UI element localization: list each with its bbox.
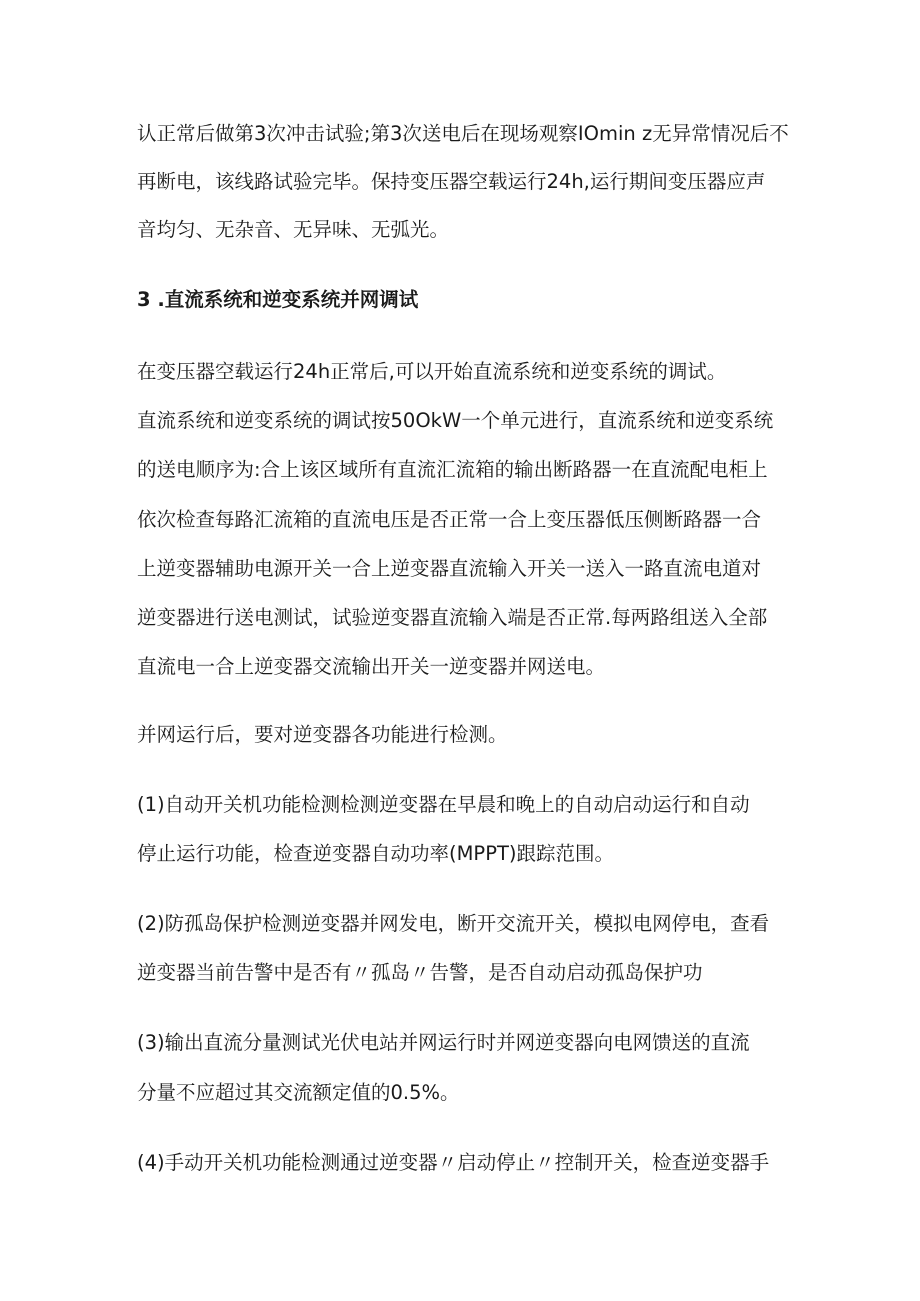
paragraph-line: 再断电，该线路试验完毕。保持变压器空载运行24h,运行期间变压器应声 — [137, 170, 766, 193]
paragraph-line: 认正常后做第3次冲击试验;第3次送电后在现场观察IOmin z无异常情况后不 — [137, 122, 789, 145]
paragraph-line: 上逆变器辅助电源开关一合上逆变器直流输入开关一送入一路直流电道对 — [137, 557, 762, 580]
paragraph-line: 在变压器空载运行24h正常后,可以开始直流系统和逆变系统的调试。 — [137, 360, 727, 383]
paragraph-line: 直流系统和逆变系统的调试按50OkW一个单元进行，直流系统和逆变系统 — [137, 409, 774, 432]
paragraph-line: 直流电一合上逆变器交流输出开关一逆变器并网送电。 — [137, 655, 606, 678]
list-item-line: 停止运行功能，检查逆变器自动功率(MPPT)跟踪范围。 — [137, 842, 614, 865]
list-item-line: (3)输出直流分量测试光伏电站并网运行时并网逆变器向电网馈送的直流 — [137, 1031, 750, 1054]
list-item-line: 逆变器当前告警中是否有〃孤岛〃告警，是否自动启动孤岛保护功 — [137, 961, 703, 984]
paragraph-line: 的送电顺序为:合上该区域所有直流汇流箱的输出断路器一在直流配电柜上 — [137, 458, 768, 481]
list-item-line: (1)自动开关机功能检测检测逆变器在早晨和晚上的自动启动运行和自动 — [137, 793, 750, 816]
list-item-line: (4)手动开关机功能检测通过逆变器〃启动停止〃控制开关，检查逆变器手 — [137, 1151, 770, 1174]
list-item-line: (2)防孤岛保护检测逆变器并网发电，断开交流开关，模拟电网停电，查看 — [137, 912, 770, 935]
paragraph-line: 逆变器进行送电测试，试验逆变器直流输入端是否正常.每两路组送入全部 — [137, 606, 768, 629]
paragraph-line: 并网运行后，要对逆变器各功能进行检测。 — [137, 723, 508, 746]
paragraph-line: 依次检查每路汇流箱的直流电压是否正常一合上变压器低压侧断路器一合 — [137, 508, 762, 531]
section-heading: 3 .直流系统和逆变系统并网调试 — [137, 288, 419, 311]
list-item-line: 分量不应超过其交流额定值的0.5%。 — [137, 1081, 460, 1104]
paragraph-line: 音均匀、无杂音、无异味、无弧光。 — [137, 218, 450, 241]
